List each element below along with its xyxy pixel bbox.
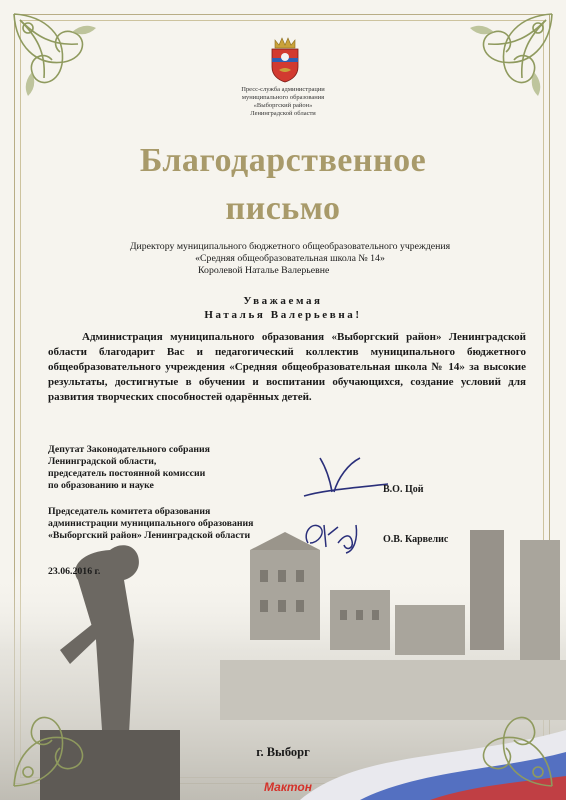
greeting-line: Наталья Валерьевна! xyxy=(204,309,362,321)
signatory-position-line: Председатель комитета образования xyxy=(48,506,211,517)
greeting-line: Уважаемая xyxy=(243,295,323,307)
signatory-position-line: «Выборгский район» Ленинградской области xyxy=(48,530,251,541)
letter-date: 23.06.2016 г. xyxy=(48,566,101,577)
document-title: письмо xyxy=(225,190,341,227)
press-service-caption xyxy=(213,86,353,118)
press-service-line: Пресс-служба администрации xyxy=(241,86,325,93)
letter-body: Администрация муниципального образования «Выборгский район» Ленинградской области благодарит Вас и педагогический коллектив муниципального бюджетного общеобразовательного учреждения «Средняя общеобразовательная школа № 14» за высокие результаты, достигнутые в обучении и воспитании обучающихся, создание условий для развития творческих способностей одарённых детей. xyxy=(48,331,526,403)
press-service-line: муниципального образования xyxy=(241,94,325,101)
signatory-position-line: Депутат Законодательного собрания xyxy=(48,444,210,455)
signatory-position-line: администрации муниципального образования xyxy=(48,518,254,529)
press-service-line: Ленинградской области xyxy=(250,110,316,117)
press-service-line: «Выборгский район» xyxy=(253,102,313,109)
addressee-block xyxy=(80,241,500,277)
signatory-name: О.В. Карвелис xyxy=(383,534,449,545)
coat-of-arms-icon xyxy=(268,36,302,84)
signatory-position-line: по образованию и науке xyxy=(48,480,154,491)
signatory-position xyxy=(48,506,253,542)
printer-brand-logo: Мактон xyxy=(264,780,312,794)
addressee-line: Директору муниципального бюджетного общеобразовательного учреждения xyxy=(129,241,451,252)
handwritten-signature-icon xyxy=(298,513,378,557)
addressee-line: Королевой Наталье Валерьевне xyxy=(198,265,330,276)
city-name: г. Выборг xyxy=(256,745,310,759)
addressee-line: «Средняя общеобразовательная школа № 14» xyxy=(195,253,385,264)
signatory-position-line: Ленинградской области, xyxy=(48,456,157,467)
signatory-position-line: председатель постоянной комиссии xyxy=(48,468,206,479)
corner-ornament-icon xyxy=(6,684,116,794)
handwritten-signature-icon xyxy=(300,448,390,508)
corner-ornament-icon xyxy=(450,6,560,116)
document-title: Благодарственное xyxy=(139,142,427,179)
corner-ornament-icon xyxy=(6,6,116,116)
signatory-name: В.О. Цой xyxy=(383,484,424,495)
signatory-position xyxy=(48,444,210,492)
corner-ornament-icon xyxy=(450,684,560,794)
